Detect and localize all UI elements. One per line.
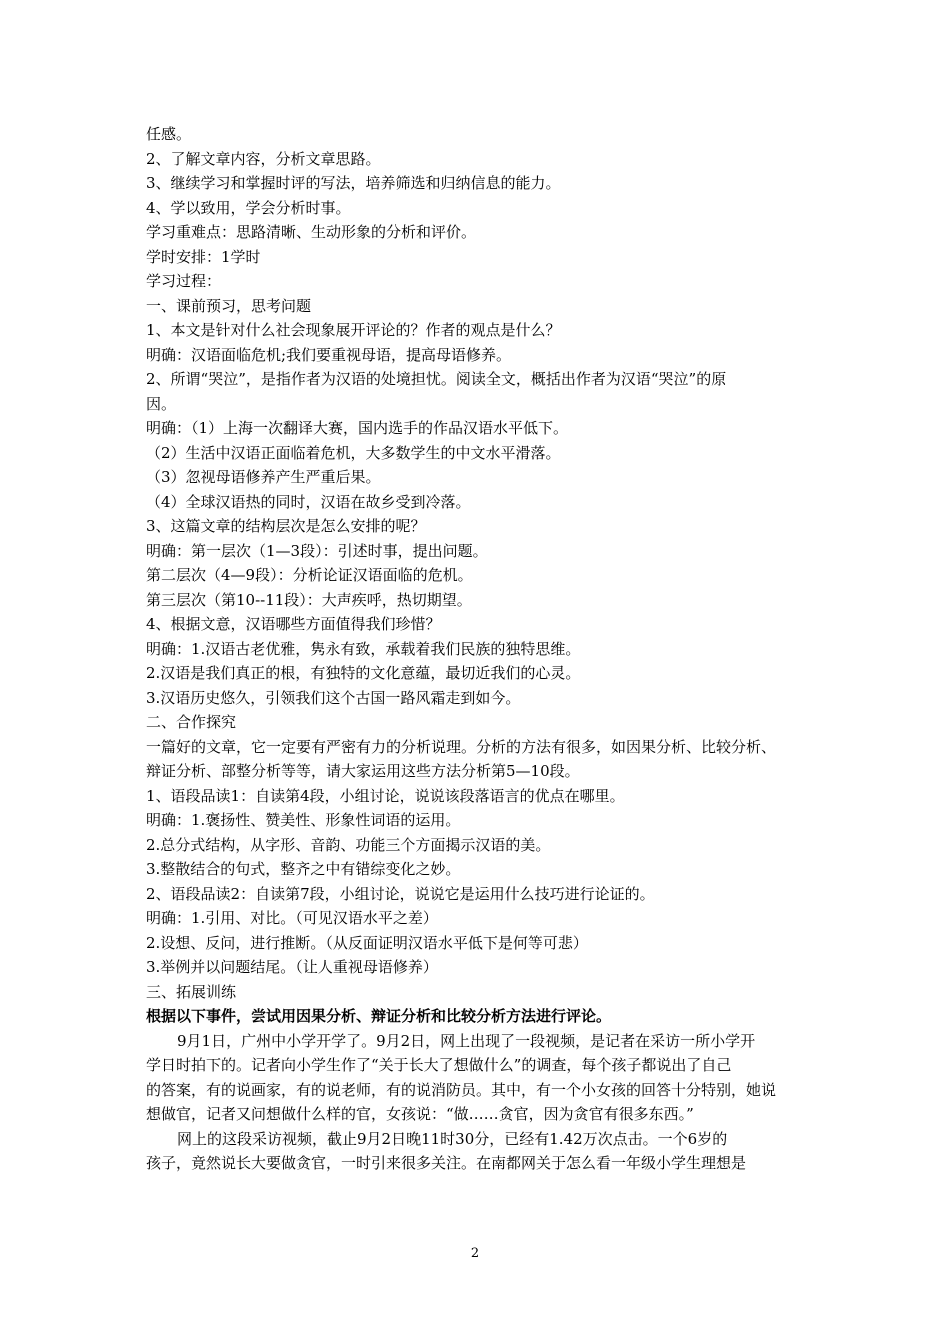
text-line: 明确：1.汉语古老优雅，隽永有致，承载着我们民族的独特思维。	[146, 639, 581, 658]
text-line: 2.总分式结构，从字形、音韵、功能三个方面揭示汉语的美。	[146, 835, 551, 854]
text-line: 网上的这段采访视频，截止9月2日晚11时30分，已经有1.42万次点击。一个6岁的	[177, 1129, 728, 1148]
text-line: 想做官，记者又问想做什么样的官，女孩说：“做……贪官，因为贪官有很多东西。”	[146, 1105, 694, 1123]
text-line: 3、这篇文章的结构层次是怎么安排的呢？	[146, 517, 426, 535]
text-line: 三、拓展训练	[146, 982, 237, 1001]
text-line: 明确：1.褒扬性、赞美性、形象性词语的运用。	[146, 811, 461, 829]
document-body	[146, 122, 826, 1176]
text-line: 9月1日，广州中小学开学了。9月2日，网上出现了一段视频，是记者在采访一所小学开	[177, 1031, 756, 1050]
text-line: 第三层次（第10--11段）：大声疾呼，热切期望。	[146, 590, 472, 609]
text-line: 2、所谓“哭泣”，是指作者为汉语的处境担忧。阅读全文，概括出作者为汉语“哭泣”的原	[146, 370, 727, 388]
text-line: 学习重难点：思路清晰、生动形象的分析和评价。	[146, 223, 477, 241]
text-line: 明确：1.引用、对比。（可见汉语水平之差）	[146, 909, 438, 927]
text-line: 学日时拍下的。记者向小学生作了“关于长大了想做什么”的调查，每个孩子都说出了自己	[146, 1056, 732, 1074]
text-line: 一篇好的文章，它一定要有严密有力的分析说理。分析的方法有很多，如因果分析、比较分析、	[146, 737, 777, 756]
text-line: 1、本文是针对什么社会现象展开评论的？作者的观点是什么？	[146, 321, 561, 339]
text-line: 二、合作探究	[146, 713, 237, 731]
text-line: 2、语段品读2：自读第7段，小组讨论，说说它是运用什么技巧进行论证的。	[146, 884, 655, 903]
text-line: 2.汉语是我们真正的根，有独特的文化意蕴，最切近我们的心灵。	[146, 664, 581, 682]
text-line: 3、继续学习和掌握时评的写法，培养筛选和归纳信息的能力。	[146, 174, 561, 192]
text-line: 根据以下事件，尝试用因果分析、辩证分析和比较分析方法进行评论。	[146, 1007, 612, 1025]
text-line: 明确：第一层次（1—3段）：引述时事，提出问题。	[146, 541, 488, 560]
text-line: （3）忽视母语修养产生严重后果。	[146, 468, 381, 486]
text-line: 3.汉语历史悠久，引领我们这个古国一路风霜走到如今。	[146, 688, 521, 707]
text-line: 明确：（1）上海一次翻译大赛，国内选手的作品汉语水平低下。	[146, 419, 569, 437]
text-line: （2）生活中汉语正面临着危机，大多数学生的中文水平滑落。	[146, 443, 561, 462]
text-line: 3.举例并以问题结尾。（让人重视母语修养）	[146, 958, 438, 976]
text-line: 辩证分析、部整分析等等，请大家运用这些方法分析第5—10段。	[146, 762, 580, 780]
text-line: 1、语段品读1：自读第4段，小组讨论，说说该段落语言的优点在哪里。	[146, 786, 625, 805]
text-line: 因。	[146, 394, 177, 413]
text-line: 3.整散结合的句式，整齐之中有错综变化之妙。	[146, 860, 461, 878]
text-line: （4）全球汉语热的同时，汉语在故乡受到冷落。	[146, 492, 471, 511]
text-line: 的答案，有的说画家，有的说老师，有的说消防员。其中，有一个小女孩的回答十分特别，她说	[146, 1080, 777, 1099]
text-line: 任感。	[146, 125, 192, 143]
text-line: 孩子，竟然说长大要做贪官，一时引来很多关注。在南都网关于怎么看一年级小学生理想是	[146, 1154, 747, 1172]
text-line: 第二层次（4—9段）：分析论证汉语面临的危机。	[146, 566, 473, 584]
text-line: 2、了解文章内容，分析文章思路。	[146, 149, 381, 168]
page-number: 2	[470, 1246, 480, 1261]
text-line: 学时安排：1学时	[146, 247, 261, 266]
text-line: 明确：汉语面临危机;我们要重视母语，提高母语修养。	[146, 345, 512, 364]
text-line: 4、根据文意，汉语哪些方面值得我们珍惜？	[146, 615, 441, 633]
text-line: 2.设想、反问，进行推断。（从反面证明汉语水平低下是何等可悲）	[146, 933, 588, 952]
text-line: 一、课前预习，思考问题	[146, 296, 312, 315]
text-line: 学习过程：	[146, 272, 222, 290]
text-line: 4、学以致用，学会分析时事。	[146, 198, 351, 217]
